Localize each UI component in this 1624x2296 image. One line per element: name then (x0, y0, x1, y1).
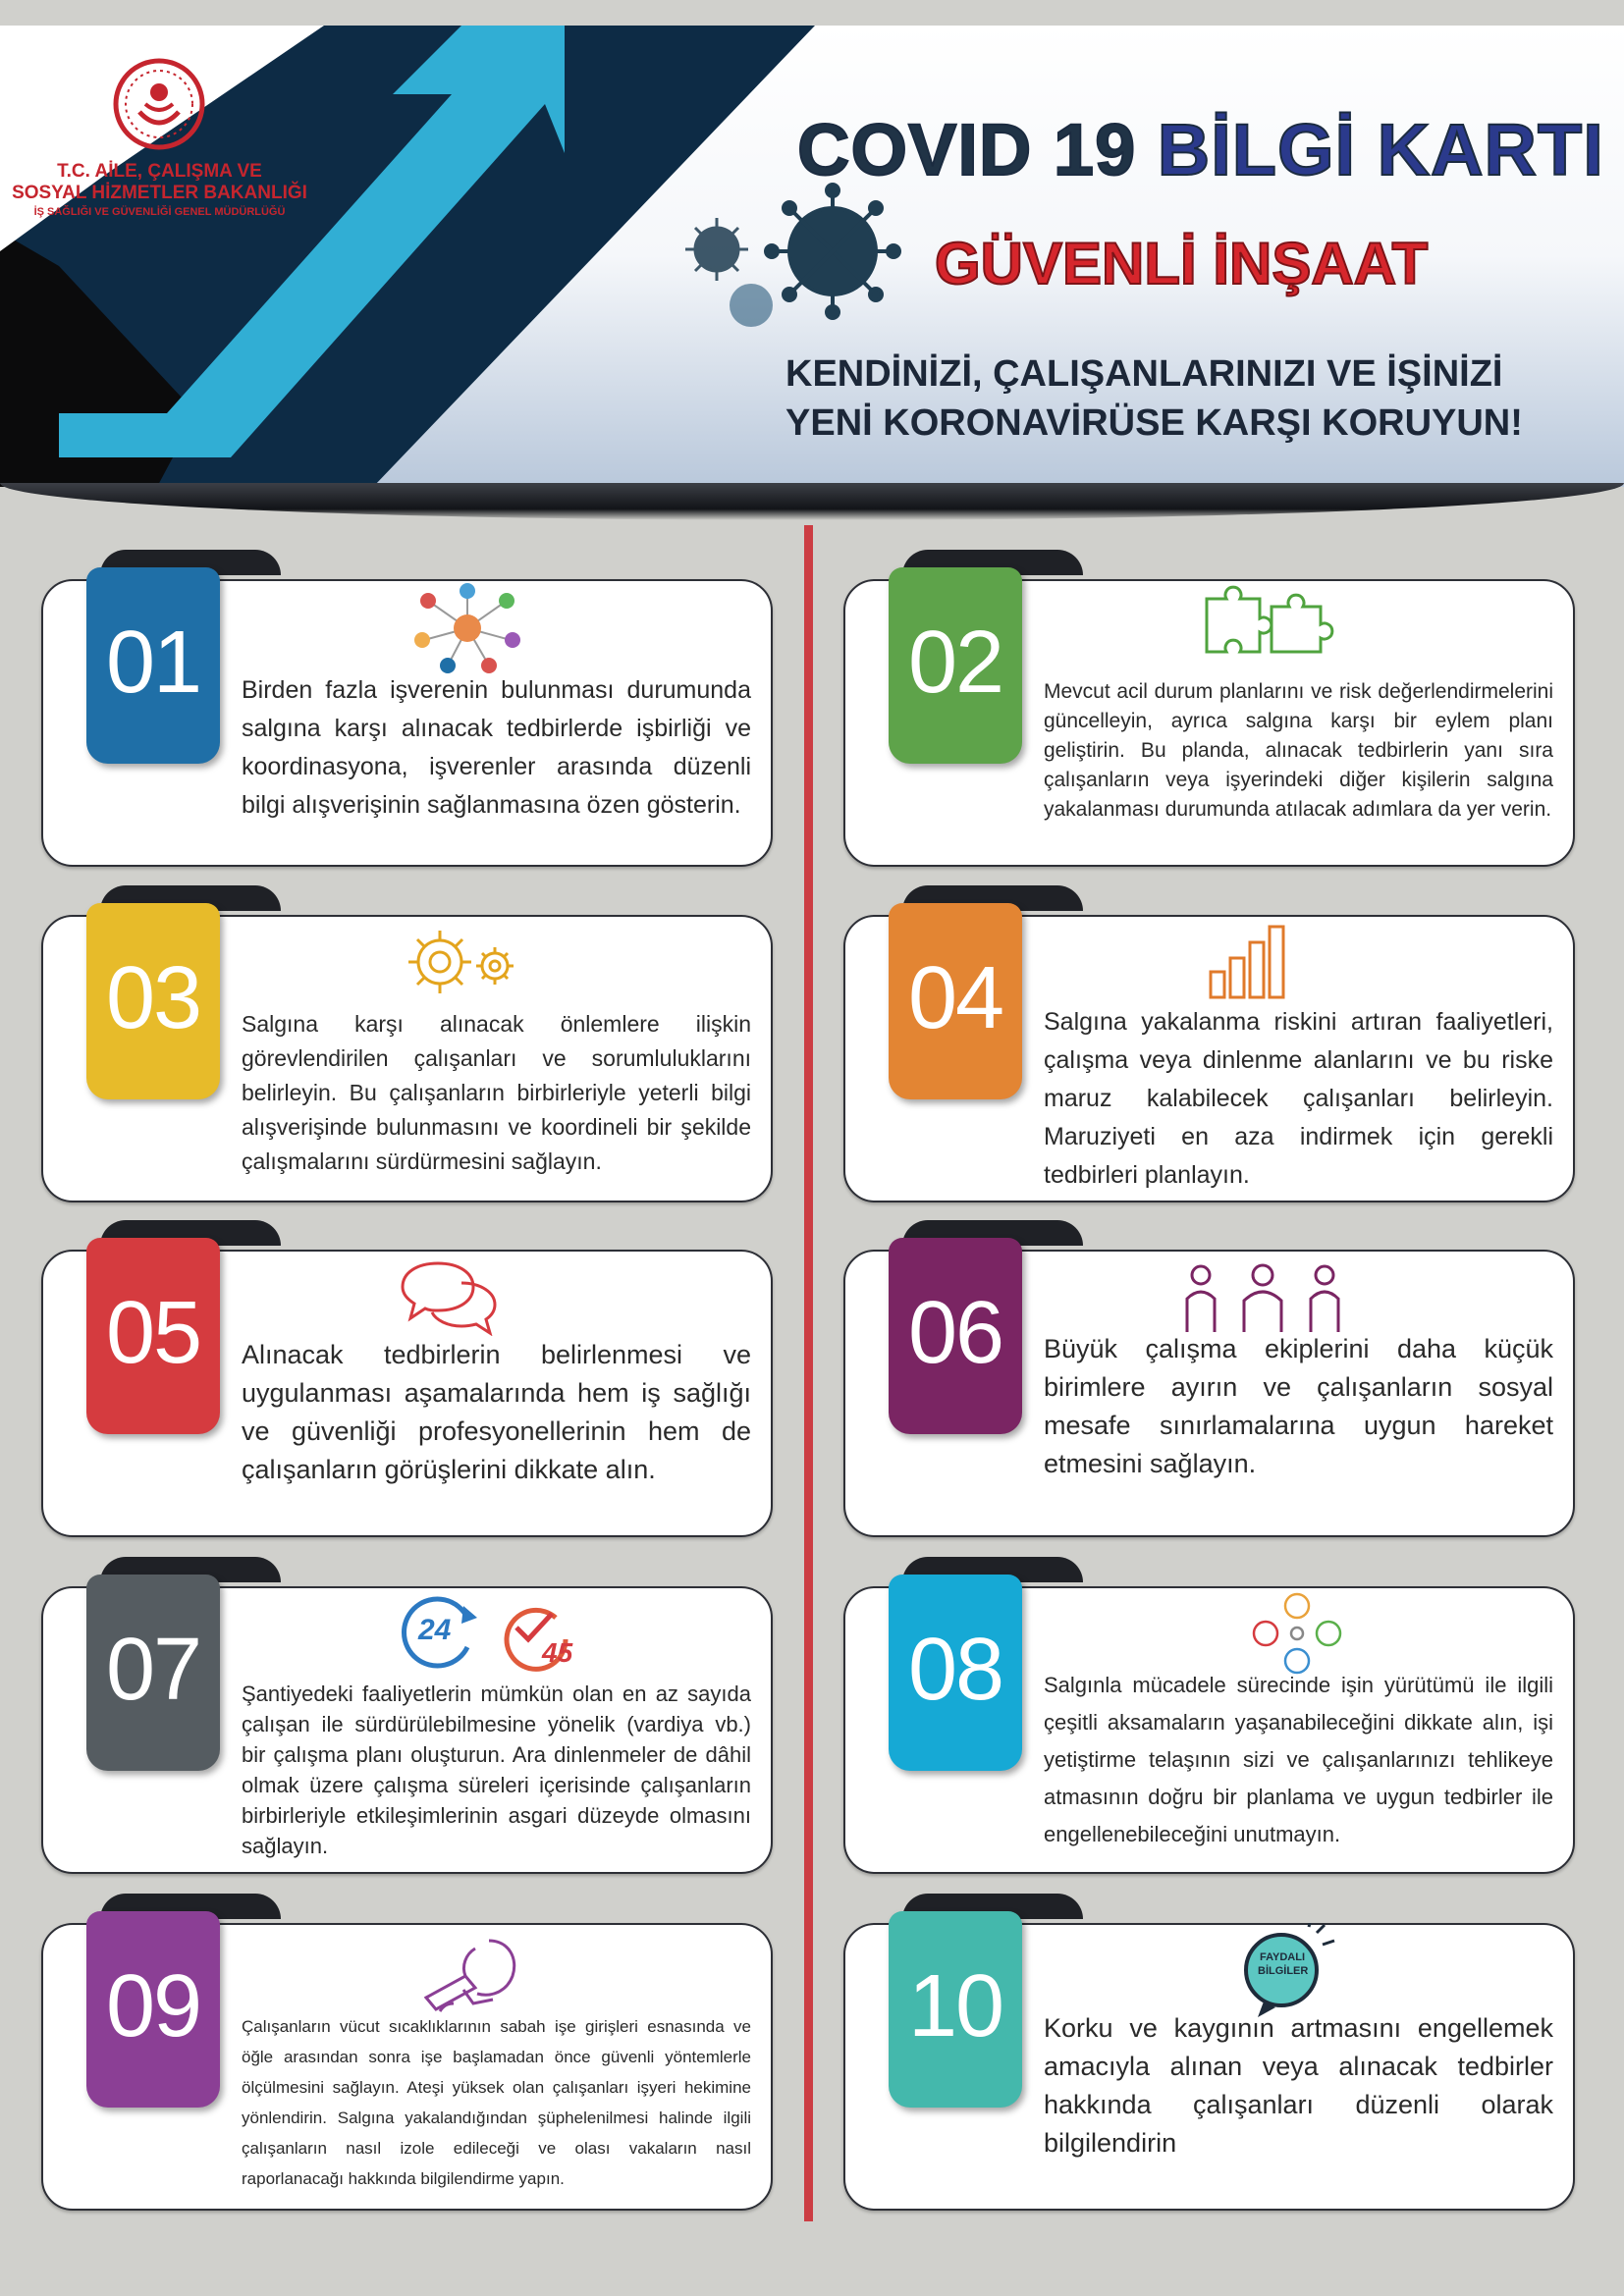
card-number: 01 (105, 614, 201, 712)
info-card-06 (843, 1250, 1575, 1537)
ministry-logo (110, 55, 208, 153)
network-people-icon (408, 581, 526, 675)
card-number: 09 (105, 1957, 201, 2056)
people-icon (1179, 1263, 1346, 1334)
header-divider (0, 483, 1624, 520)
page-title (797, 108, 1604, 191)
card-number: 07 (105, 1621, 201, 1719)
lightbulb-label: FAYDALI BİLGİLER (1258, 1951, 1309, 1977)
card-text: Salgınla mücadele sürecinde işin yürütümü ile ilgili çeşitli aksamaların yaşanabileceğini dikkate alın, işi yetiştirme telaşının sizi ve çalışanlarınızı tehlikeye atmasının doğru bir planlama ve uygun tedbirler ile engellenebileceğini unutmayın. (1044, 1673, 1553, 1846)
process-cycle-icon (1250, 1590, 1344, 1679)
clock-24-45-icon (399, 1588, 595, 1677)
info-card-09 (41, 1923, 773, 2211)
card-text: Birden fazla işverenin bulunması durumunda salgına karşı alınacak tedbirlerde işbirliği ve koordinasyona, işverenler arasında düzenli bilgi alışverişinin sağlanmasına özen gösterin. (242, 676, 751, 819)
card-number: 05 (105, 1284, 201, 1382)
title-covid: COVID 19 (797, 109, 1137, 190)
number-tab (86, 567, 220, 764)
info-card-04 (843, 915, 1575, 1202)
card-text: Alınacak tedbirlerin belirlenmesi ve uygulanması aşamalarında hem iş sağlığı ve güvenliği profesyonellerinin hem de çalışanların görüşlerini dikkate alın. (242, 1340, 751, 1484)
card-text: Mevcut acil durum planlarını ve risk değerlendirmelerini güncelleyin, ayrıca salgına karşı bir eylem planı geliştirin. Bu planda, alınacak tedbirlerin yanı sıra çalışanların veya işyerindeki diğer kişilerin salgına yakalanması durumunda atılacak adımlara da yer verin. (1044, 680, 1553, 821)
number-tab (889, 903, 1022, 1099)
card-number: 08 (907, 1621, 1003, 1719)
card-text: Büyük çalışma ekiplerini daha küçük birimlere ayırın ve çalışanların sosyal mesafe sınırlamalarına uygun hareket etmesini sağlayın. (1044, 1334, 1553, 1478)
number-tab (86, 1911, 220, 2108)
tagline-line-1: KENDİNİZİ, ÇALIŞANLARINIZI VE İŞİNİZİ (785, 353, 1503, 395)
ministry-line-3: İŞ SAĞLIĞI VE GÜVENLİĞİ GENEL MÜDÜRLÜĞÜ (33, 205, 286, 218)
center-divider (804, 525, 813, 2221)
header-banner (0, 26, 1624, 487)
puzzle-icon (1201, 585, 1338, 662)
card-number: 04 (907, 949, 1003, 1047)
number-tab (86, 903, 220, 1099)
tagline-line-2: YENİ KORONAVİRÜSE KARŞI KORUYUN! (785, 402, 1523, 445)
ministry-line-1: T.C. AİLE, ÇALIŞMA VE (57, 161, 262, 182)
title-info-card: BİLGİ KARTI (1157, 109, 1604, 190)
gears-icon (399, 923, 526, 1001)
info-card-08 (843, 1586, 1575, 1874)
number-tab (889, 1911, 1022, 2108)
tagline (785, 349, 1523, 448)
info-card-07 (41, 1586, 773, 1874)
card-text: Şantiyedeki faaliyetlerin mümkün olan en az sayıda çalışan ile sürdürülebilmesine yönelik (vardiya vb.) bir çalışma planı oluşturun. Ara dinlenmeler de dâhil olmak üzere çalışma süreleri içerisinde çalışanların birbirleriyle etkileşimlerinin asgari düzeyde olmasını sağlayın. (242, 1682, 751, 1858)
card-text: Korku ve kaygının artmasını engellemek amacıyla alınan veya alınacak tedbirler hakkında çalışanları düzenli olarak bilgilendirin (1044, 2013, 1553, 2158)
info-card-01 (41, 579, 773, 867)
number-tab (889, 567, 1022, 764)
card-number: 06 (907, 1284, 1003, 1382)
number-tab (889, 1238, 1022, 1434)
number-tab (889, 1575, 1022, 1771)
clock-label-45: 45 (542, 1637, 573, 1668)
thermometer-check-icon (420, 1929, 528, 2017)
card-number: 03 (105, 949, 201, 1047)
info-card-02 (843, 579, 1575, 867)
lightbulb-info-icon (1230, 1923, 1338, 2021)
ministry-name (0, 161, 319, 218)
info-card-03 (41, 915, 773, 1202)
card-text: Salgına yakalanma riskini artıran faaliyetleri, çalışma veya dinlenme alanlarını ve bu riske maruz kalabilecek çalışanları belirleyin. Maruziyeti en aza indirmek için gerekli tedbirleri planlayın. (1044, 1008, 1553, 1189)
ministry-line-2: SOSYAL HİZMETLER BAKANLIĞI (12, 182, 307, 203)
page-subtitle: GÜVENLİ İNŞAAT (935, 231, 1429, 296)
card-number: 02 (907, 614, 1003, 712)
number-tab (86, 1238, 220, 1434)
number-tab (86, 1575, 220, 1771)
virus-icon (668, 183, 943, 349)
card-text: Salgına karşı alınacak önlemlere ilişkin görevlendirilen çalışanları ve sorumluluklarını belirleyin. Bu çalışanların birbirleriyle yeterli bilgi alışverişinde bulunmasını ve koordineli bir şekilde çalışmalarını sürdürmesini sağlayın. (242, 1011, 751, 1174)
info-card-10 (843, 1923, 1575, 2211)
card-number: 10 (907, 1957, 1003, 2056)
speech-bubbles-icon (399, 1255, 507, 1336)
clock-label-24: 24 (418, 1614, 452, 1646)
card-text: Çalışanların vücut sıcaklıklarının sabah işe girişleri esnasında ve öğle arasından sonra işe başlamadan önce güvenli yöntemlerle ölçülmesini sağlayın. Ateşi yüksek olan çalışanları işyeri hekimine yönlendirin. Salgına yakalandığından şüphelenilmesi halinde ilgili çalışanların nasıl izole edileceği ve olası vakaların nasıl raporlanacağı hakkında bilgilendirme yapın. (242, 2017, 751, 2188)
bar-chart-icon (1201, 921, 1299, 1001)
info-card-05 (41, 1250, 773, 1537)
